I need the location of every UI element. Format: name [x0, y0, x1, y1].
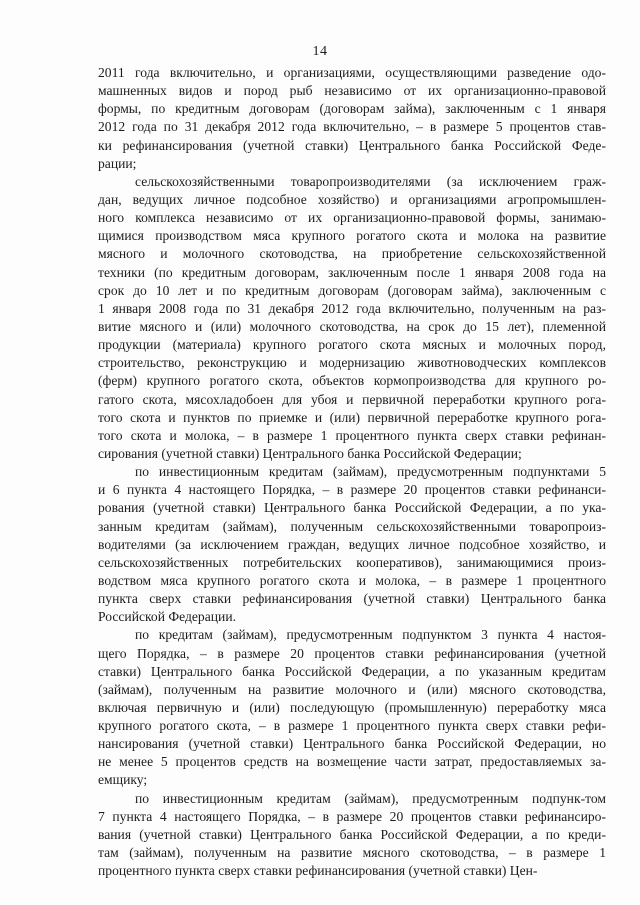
text-line: ставки) Центрального банка Российской Федерации, а по указанным кредитам	[98, 663, 606, 679]
text-line: мясного и молочного скотоводства, на приобретение сельскохозяйственной	[98, 246, 606, 262]
text-line: 7 пункта 4 настоящего Порядка, – в размере 20 процентов ставки рефинансиро-	[98, 808, 606, 824]
text-line: того скота и пунктов по приемке и (или) первичной переработке крупного рога-	[98, 409, 606, 425]
paragraph	[98, 173, 606, 463]
text-line: (ферм) крупного рогатого скота, объектов кормопроизводства для крупного ро-	[98, 373, 606, 389]
text-line: продукции (материала) крупного рогатого скота мясных и молочных пород,	[98, 337, 606, 353]
text-line: занным кредитам (займам), полученным сельскохозяйственными товаропроиз-	[98, 518, 606, 534]
text-line: формы, по кредитным договорам (договорам займа), заключенным с 1 января	[98, 101, 606, 117]
text-line: и 6 пункта 4 настоящего Порядка, – в размере 20 процентов ставки рефинанси-	[98, 482, 606, 498]
text-line: емщику;	[98, 772, 148, 788]
text-line: процентного пункта сверх ставки рефинансирования (учетной ставки) Цен-	[98, 863, 538, 879]
text-line: машненных видов и пород рыб независимо от их организационно-правовой	[98, 83, 606, 99]
text-line: пункта сверх ставки рефинансирования (учетной ставки) Центрального банка	[98, 591, 606, 607]
document-body	[98, 64, 606, 880]
text-line: водителями (за исключением граждан, ведущих личное подсобное хозяйство, и	[98, 536, 606, 552]
text-line: по инвестиционным кредитам (займам), предусмотренным подпунктами 5	[135, 464, 606, 480]
text-line: включая первичную и (или) последующую (промышленную) переработку мяса	[98, 699, 606, 715]
page-number: 14	[312, 44, 328, 59]
text-line: гатого скота, мясохладобоен для убоя и первичной переработки крупного рога-	[98, 391, 606, 407]
text-line: ного комплекса независимо от их организационно-правовой формы, занимаю-	[98, 210, 606, 226]
text-line: не менее 5 процентов средств на возмещение части затрат, предоставляемых за-	[98, 754, 606, 770]
text-line: сирования (учетной ставки) Центрального банка Российской Федерации;	[98, 445, 522, 461]
text-line: того скота и молока, – в размере 1 процентного пункта сверх ставки рефинан-	[98, 427, 606, 443]
text-line: 2012 года по 31 декабря 2012 года включительно, – в размере 5 процентов став-	[98, 119, 606, 135]
text-line: 1 января 2008 года по 31 декабря 2012 года включительно, полученным на раз-	[98, 300, 606, 316]
text-line: щимися производством мяса крупного рогатого скота и молока на развитие	[98, 228, 606, 244]
text-line: сельскохозяйственных потребительских кооперативов), занимающимися произ-	[98, 554, 606, 570]
text-line: вания (учетной ставки) Центрального банка Российской Федерации, а по креди-	[98, 826, 606, 842]
text-line: витие мясного и (или) молочного скотоводства, на срок до 15 лет), племенной	[98, 318, 606, 334]
text-line: нансирования (учетной ставки) Центрального банка Российской Федерации, но	[98, 736, 606, 752]
text-line: строительство, реконструкцию и модернизацию животноводческих комплексов	[98, 355, 606, 371]
text-line: там (займам), полученным на развитие мясного скотоводства, – в размере 1	[98, 845, 606, 861]
paragraph	[98, 64, 606, 173]
paragraph	[98, 790, 606, 881]
paragraph	[98, 626, 606, 789]
text-line: по инвестиционным кредитам (займам), предусмотренным подпунк-том	[135, 790, 606, 806]
text-line: водством мяса крупного рогатого скота и молока, – в размере 1 процентного	[98, 572, 606, 588]
text-line: рации;	[98, 155, 137, 171]
text-line: сельскохозяйственными товаропроизводителями (за исключением граж-	[135, 173, 606, 189]
text-line: срок до 10 лет и по кредитным договорам (договорам займа), заключенным с	[98, 282, 606, 298]
text-line: по кредитам (займам), предусмотренным подпунктом 3 пункта 4 настоя-	[135, 627, 606, 643]
text-line: техники (по кредитным договорам, заключенным после 1 января 2008 года на	[98, 264, 606, 280]
text-line: щего Порядка, – в размере 20 процентов ставки рефинансирования (учетной	[98, 645, 606, 661]
text-line: 2011 года включительно, и организациями, осуществляющими разведение одо-	[98, 65, 606, 80]
paragraph	[98, 463, 606, 626]
text-line: ки рефинансирования (учетной ставки) Центрального банка Российской Феде-	[98, 137, 606, 153]
text-line: (займам), полученным на развитие молочного и (или) мясного скотоводства,	[98, 681, 606, 697]
text-line: Российской Федерации.	[98, 609, 236, 625]
text-line: рования (учетной ставки) Центрального банка Российской Федерации, а по ука-	[98, 500, 606, 516]
text-line: дан, ведущих личное подсобное хозяйство) и организациями агропромышлен-	[98, 191, 606, 207]
text-line: крупного рогатого скота, – в размере 1 процентного пункта сверх ставки рефи-	[98, 718, 606, 734]
